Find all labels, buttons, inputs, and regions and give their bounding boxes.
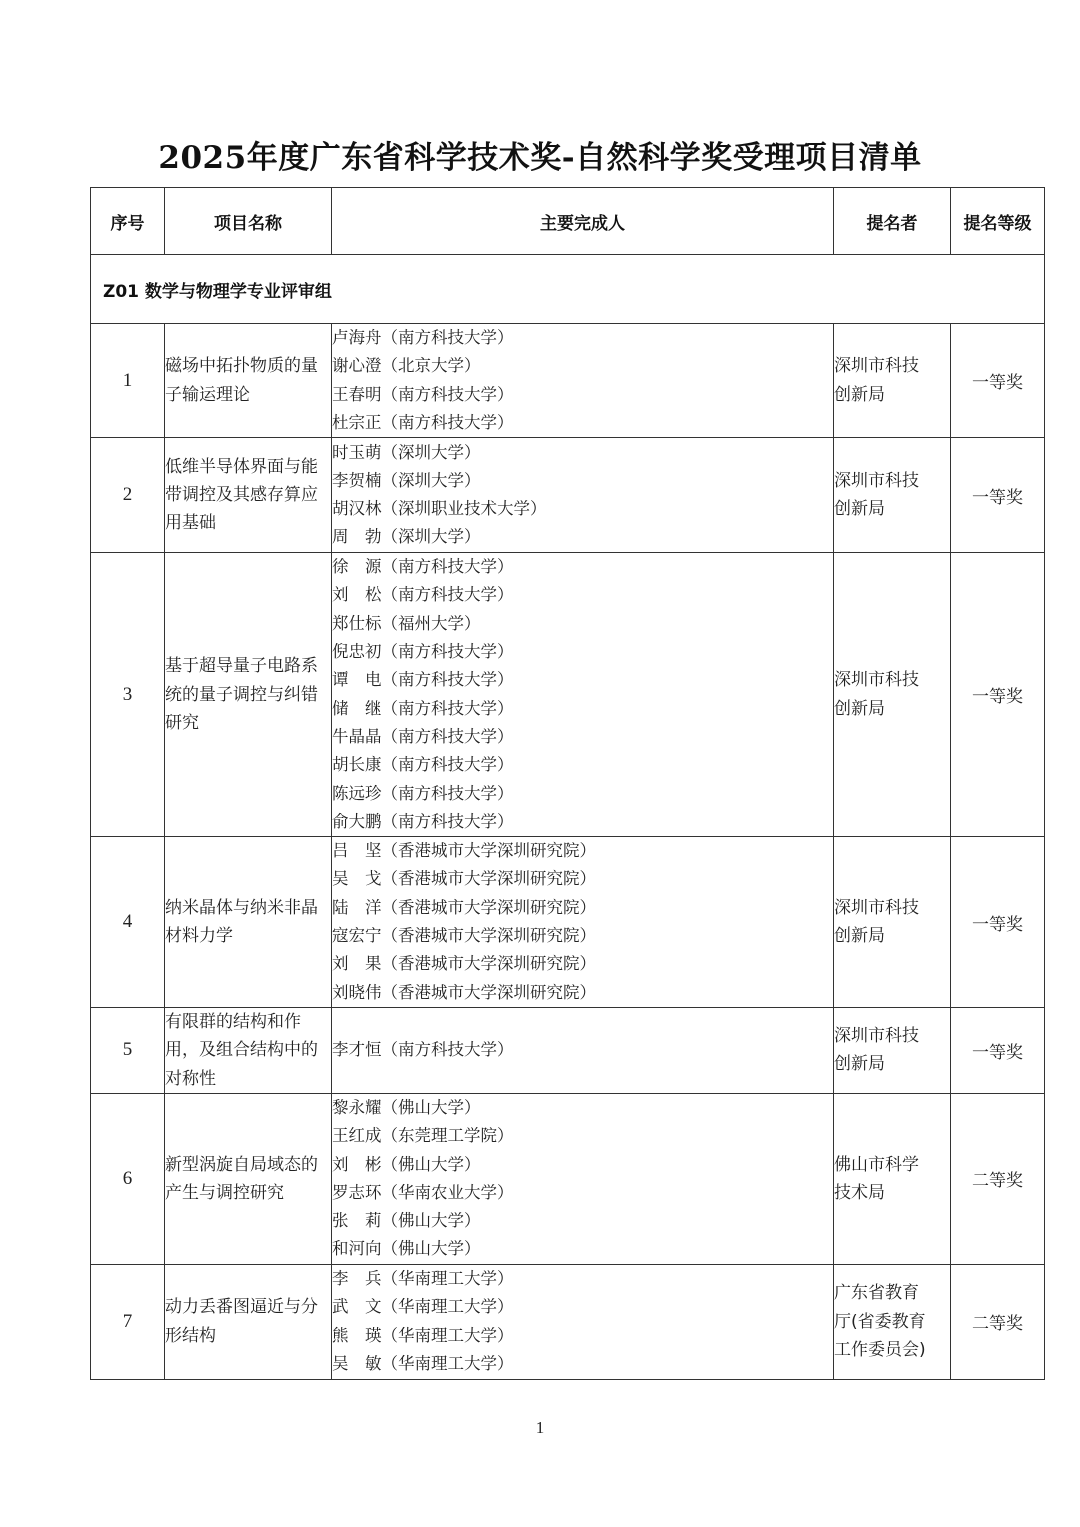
cell-project: 磁场中拓扑物质的量子输运理论	[165, 324, 332, 438]
cell-seq: 3	[91, 553, 165, 837]
cell-seq: 1	[91, 324, 165, 438]
nominator-text: 深圳市科技创新局	[834, 897, 919, 947]
person-entry: 时玉萌（深圳大学）	[332, 442, 481, 462]
nominator-text: 深圳市科技创新局	[834, 356, 919, 405]
cell-nominator	[834, 837, 951, 1008]
cell-nominator	[834, 1007, 951, 1093]
cell-project: 新型涡旋自局域态的产生与调控研究	[165, 1093, 332, 1264]
cell-people	[332, 837, 834, 1008]
person-entry: 刘 果（香港城市大学深圳研究院）	[332, 954, 596, 974]
person-entry: 武 文（华南理工大学）	[332, 1297, 514, 1317]
person-entry: 李贺楠（深圳大学）	[332, 470, 481, 490]
cell-nominator	[834, 438, 951, 553]
cell-seq: 2	[91, 438, 165, 553]
person-entry: 陈远珍（南方科技大学）	[332, 783, 514, 803]
person-entry: 黎永耀（佛山大学）	[332, 1097, 481, 1117]
person-entry: 和河向（佛山大学）	[332, 1239, 481, 1259]
table-row	[91, 553, 1045, 837]
nominator-text: 深圳市科技创新局	[834, 670, 919, 719]
cell-level: 一等奖	[951, 553, 1045, 837]
cell-project: 动力丢番图逼近与分形结构	[165, 1264, 332, 1379]
person-entry: 胡长康（南方科技大学）	[332, 755, 514, 775]
header-seq: 序号	[91, 188, 165, 255]
person-entry: 谭 电（南方科技大学）	[332, 670, 514, 690]
cell-level: 一等奖	[951, 837, 1045, 1008]
person-entry: 刘 松（南方科技大学）	[332, 585, 514, 605]
person-entry: 王红成（东莞理工学院）	[332, 1126, 514, 1146]
cell-people	[332, 553, 834, 837]
person-entry: 吕 坚（香港城市大学深圳研究院）	[332, 841, 596, 861]
person-entry: 吴 戈（香港城市大学深圳研究院）	[332, 869, 596, 889]
cell-people	[332, 1093, 834, 1264]
table-row	[91, 1007, 1045, 1093]
cell-seq: 5	[91, 1007, 165, 1093]
nominator-text: 广东省教育厅(省委教育工作委员会)	[834, 1283, 926, 1360]
person-entry: 卢海舟（南方科技大学）	[332, 328, 514, 347]
cell-level: 二等奖	[951, 1264, 1045, 1379]
cell-seq: 4	[91, 837, 165, 1008]
table-row	[91, 438, 1045, 553]
cell-nominator	[834, 553, 951, 837]
cell-people	[332, 438, 834, 553]
table-row	[91, 1093, 1045, 1264]
person-entry: 谢心澄（北京大学）	[332, 356, 481, 376]
nominator-text: 深圳市科技创新局	[834, 1026, 919, 1075]
person-entry: 郑仕标（福州大学）	[332, 613, 481, 633]
person-entry: 储 继（南方科技大学）	[332, 698, 514, 718]
cell-people	[332, 324, 834, 438]
table-row	[91, 837, 1045, 1008]
person-entry: 张 莉（佛山大学）	[332, 1211, 481, 1231]
person-entry: 胡汉林（深圳职业技术大学）	[332, 499, 547, 519]
person-entry: 李 兵（华南理工大学）	[332, 1269, 514, 1289]
table-header-row	[91, 188, 1045, 255]
person-entry: 王春明（南方科技大学）	[332, 384, 514, 404]
header-people: 主要完成人	[332, 188, 834, 255]
nominator-text: 佛山市科学技术局	[834, 1154, 919, 1203]
person-entry: 寇宏宁（香港城市大学深圳研究院）	[332, 926, 596, 946]
header-nominator: 提名者	[834, 188, 951, 255]
cell-people	[332, 1264, 834, 1379]
cell-nominator	[834, 1264, 951, 1379]
cell-project: 基于超导量子电路系统的量子调控与纠错研究	[165, 553, 332, 837]
cell-level: 一等奖	[951, 438, 1045, 553]
cell-project: 纳米晶体与纳米非晶材料力学	[165, 837, 332, 1008]
person-entry: 刘 彬（佛山大学）	[332, 1154, 481, 1174]
document-title: 2025年度广东省科学技术奖-自然科学奖受理项目清单	[158, 140, 922, 176]
cell-project: 低维半导体界面与能带调控及其感存算应用基础	[165, 438, 332, 553]
person-entry: 熊 瑛（华南理工大学）	[332, 1325, 514, 1345]
person-entry: 倪忠初（南方科技大学）	[332, 642, 514, 662]
person-entry: 罗志环（华南农业大学）	[332, 1182, 514, 1202]
cell-seq: 7	[91, 1264, 165, 1379]
table-row	[91, 1264, 1045, 1379]
person-entry: 俞大鹏（南方科技大学）	[332, 811, 514, 831]
group-label: Z01 数学与物理学专业评审组	[91, 255, 1045, 324]
cell-nominator	[834, 1093, 951, 1264]
cell-level: 一等奖	[951, 1007, 1045, 1093]
person-entry: 牛晶晶（南方科技大学）	[332, 726, 514, 746]
person-entry: 吴 敏（华南理工大学）	[332, 1354, 514, 1374]
table-row	[91, 324, 1045, 438]
cell-seq: 6	[91, 1093, 165, 1264]
cell-project: 有限群的结构和作用，及组合结构中的对称性	[165, 1007, 332, 1093]
award-project-table	[90, 187, 1045, 1380]
cell-nominator	[834, 324, 951, 438]
page-number: 1	[535, 1418, 545, 1437]
person-entry: 杜宗正（南方科技大学）	[332, 412, 514, 432]
header-level: 提名等级	[951, 188, 1045, 255]
cell-level: 一等奖	[951, 324, 1045, 438]
nominator-text: 深圳市科技创新局	[834, 470, 919, 520]
group-row	[91, 255, 1045, 324]
cell-level: 二等奖	[951, 1093, 1045, 1264]
header-project: 项目名称	[165, 188, 332, 255]
cell-people	[332, 1007, 834, 1093]
person-entry: 刘晓伟（香港城市大学深圳研究院）	[332, 982, 596, 1002]
person-entry: 陆 洋（香港城市大学深圳研究院）	[332, 897, 596, 917]
person-entry: 徐 源（南方科技大学）	[332, 557, 514, 577]
person-entry: 李才恒（南方科技大学）	[332, 1040, 514, 1060]
person-entry: 周 勃（深圳大学）	[332, 527, 481, 547]
